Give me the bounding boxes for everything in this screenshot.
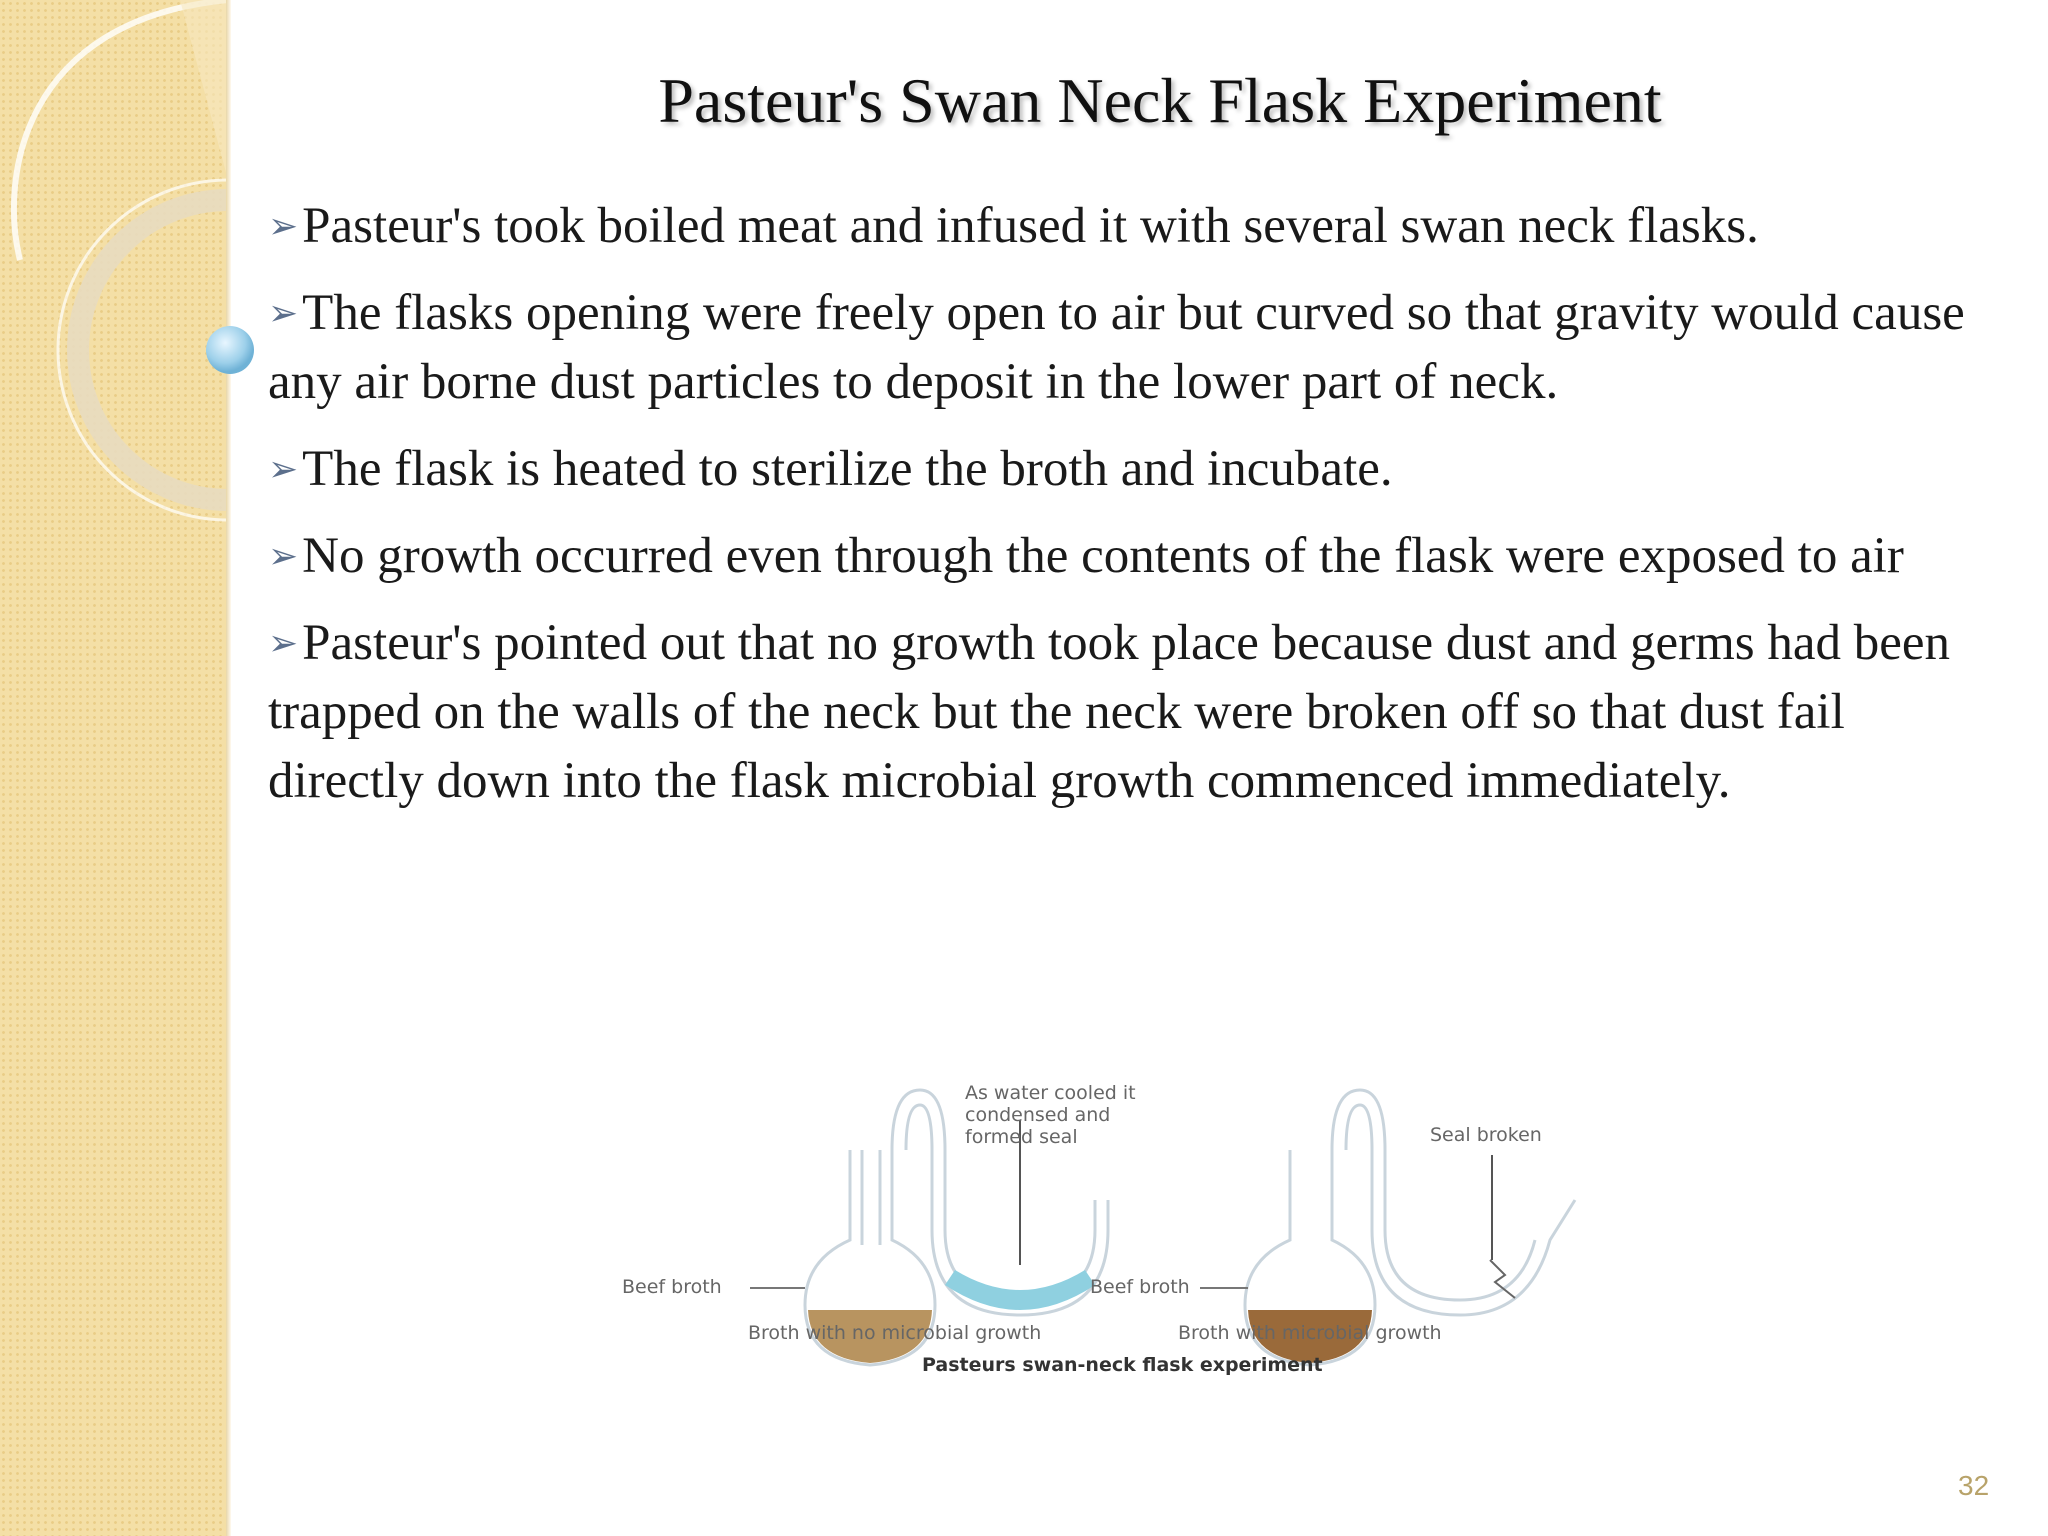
arrow-bullet-icon: ➢ (268, 293, 299, 333)
bullet-list (268, 192, 1988, 834)
bullet-text: The flask is heated to sterilize the broth and incubate. (302, 441, 1393, 497)
bullet-item (268, 279, 1988, 417)
bullet-item (268, 435, 1988, 504)
bullet-text: Pasteur's took boiled meat and infused it with several swan neck flasks. (302, 198, 1759, 254)
arrow-bullet-icon: ➢ (268, 449, 299, 489)
arrow-bullet-icon: ➢ (268, 536, 299, 576)
bullet-item (268, 609, 1988, 816)
water-label-line1: As water cooled it (965, 1082, 1136, 1104)
bullet-text: Pasteur's pointed out that no growth took place because dust and germs had been trapped on the walls of the neck but the neck were broken off so that dust fail directly down into the flask microbial growth commenced immediately. (268, 615, 1951, 809)
bullet-text: No growth occurred even through the contents of the flask were exposed to air (302, 528, 1904, 584)
beef-broth-left-label: Beef broth (622, 1276, 722, 1298)
arrow-bullet-icon: ➢ (268, 206, 299, 246)
page-number: 32 (1958, 1470, 1990, 1501)
no-growth-label: Broth with no microbial growth (748, 1322, 1042, 1344)
bullet-item (268, 522, 1988, 591)
sidebar-edge (226, 0, 231, 1536)
decorative-rings (0, 0, 228, 1536)
decorative-sidebar (0, 0, 228, 1536)
seal-broken-label: Seal broken (1430, 1124, 1542, 1146)
water-label-line3: formed seal (965, 1126, 1078, 1148)
beef-broth-right-label: Beef broth (1090, 1276, 1190, 1298)
blue-bubble-icon (200, 320, 260, 380)
bullet-text: The flasks opening were freely open to air but curved so that gravity would cause any air borne dust particles to deposit in the lower part of neck. (268, 285, 1965, 410)
growth-label: Broth with microbial growth (1178, 1322, 1442, 1344)
slide-title: Pasteur's Swan Neck Flask Experiment (658, 65, 1662, 136)
water-label-line2: condensed and (965, 1104, 1111, 1126)
arrow-bullet-icon: ➢ (268, 623, 299, 663)
swan-neck-flask-figure (600, 1060, 1620, 1390)
figure-caption: Pasteurs swan-neck flask experiment (922, 1354, 1323, 1376)
bullet-item (268, 192, 1988, 261)
